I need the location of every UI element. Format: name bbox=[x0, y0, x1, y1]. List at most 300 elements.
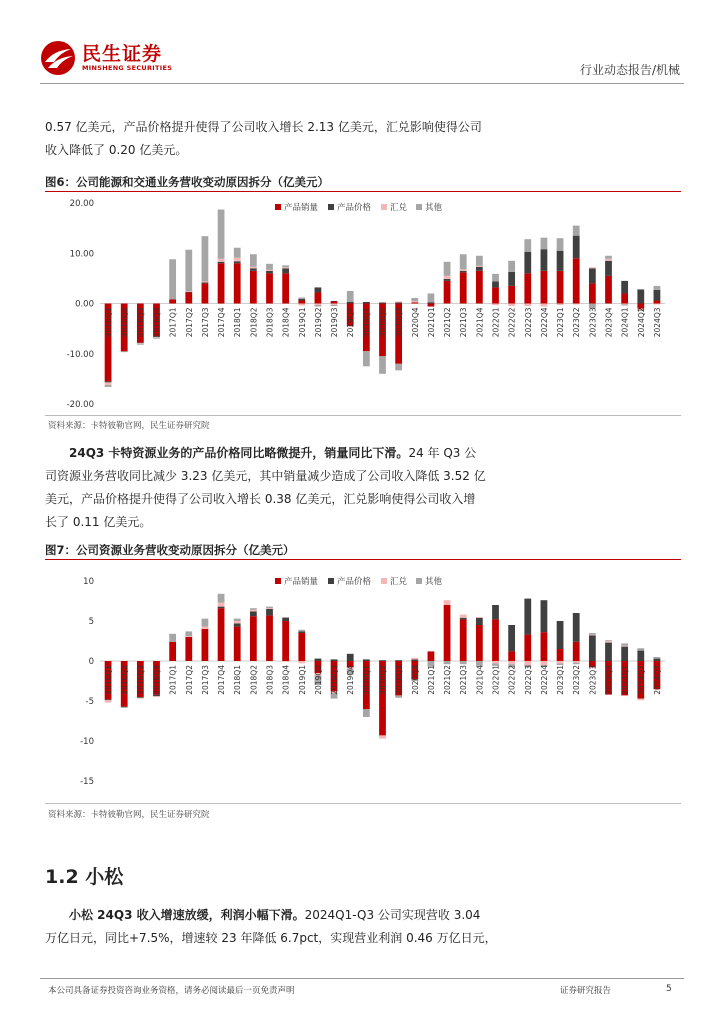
bar-segment bbox=[250, 271, 257, 304]
x-tick-label: 2024Q1 bbox=[620, 665, 630, 695]
bar-segment bbox=[105, 700, 112, 702]
footer-report-label: 证券研究报告 bbox=[560, 986, 612, 996]
bar-segment bbox=[137, 698, 144, 699]
bar-segment bbox=[460, 619, 467, 661]
bar-segment bbox=[202, 282, 209, 283]
bar-segment bbox=[621, 304, 628, 305]
bar-segment bbox=[379, 735, 386, 738]
bar-segment bbox=[121, 707, 128, 708]
x-tick-label: 2021Q4 bbox=[475, 665, 485, 695]
bar-segment bbox=[476, 256, 483, 266]
legend bbox=[275, 202, 443, 213]
figure-6-chart bbox=[45, 193, 681, 415]
paragraph-line: 收入降低了 0.20 亿美元。 bbox=[45, 143, 188, 157]
logo-text bbox=[82, 44, 172, 72]
bar-segment bbox=[379, 302, 386, 303]
bar-segment bbox=[169, 259, 176, 299]
bar-segment bbox=[347, 654, 354, 661]
bar-segment bbox=[605, 276, 612, 304]
bar-segment bbox=[218, 210, 225, 259]
x-tick-label: 2018Q4 bbox=[281, 307, 291, 338]
bar-segment bbox=[266, 608, 273, 609]
bar-segment bbox=[411, 659, 418, 661]
bar-segment bbox=[411, 301, 418, 303]
footer-divider bbox=[40, 978, 684, 979]
x-tick-label: 2016Q2 bbox=[120, 665, 130, 695]
bar-segment bbox=[282, 661, 289, 662]
bar-segment bbox=[637, 651, 644, 661]
legend-label: 产品价格 bbox=[337, 577, 372, 587]
paragraph-line: 长了 0.11 亿美元。 bbox=[45, 515, 152, 529]
bar-segment bbox=[218, 603, 225, 607]
bar-segment bbox=[589, 633, 596, 635]
bar-segment bbox=[492, 287, 499, 303]
bar-segment bbox=[411, 658, 418, 660]
x-tick-label: 2022Q1 bbox=[491, 307, 501, 338]
x-tick-label: 2022Q3 bbox=[523, 665, 533, 695]
paragraph-line bbox=[45, 904, 681, 927]
bar-segment bbox=[282, 265, 289, 267]
legend-label: 汇兑 bbox=[390, 203, 408, 213]
bar-segment bbox=[331, 301, 338, 302]
bar-segment bbox=[541, 271, 548, 304]
x-tick-label: 2021Q1 bbox=[426, 307, 436, 338]
bar-segment bbox=[234, 627, 241, 661]
x-tick-label: 2019Q4 bbox=[346, 665, 356, 695]
bar-segment bbox=[605, 641, 612, 643]
bar-segment bbox=[621, 646, 628, 647]
bar-segment bbox=[541, 661, 548, 665]
x-tick-label: 2022Q2 bbox=[507, 307, 517, 338]
x-tick-label: 2020Q4 bbox=[410, 665, 420, 695]
bar-segment bbox=[185, 250, 192, 292]
bar-segment bbox=[218, 608, 225, 661]
bar-segment bbox=[476, 267, 483, 271]
x-tick-label: 2018Q2 bbox=[249, 665, 259, 695]
bar-segment bbox=[331, 304, 338, 306]
bar-segment bbox=[654, 657, 661, 659]
bar-segment bbox=[476, 266, 483, 267]
bar-segment bbox=[266, 273, 273, 303]
legend-swatch bbox=[328, 204, 334, 210]
bar-segment bbox=[557, 251, 564, 271]
bar-segment bbox=[428, 304, 435, 307]
bar-segment bbox=[621, 643, 628, 645]
figure-6-source: 资料来源：卡特彼勒官网，民生证券研究院 bbox=[48, 421, 210, 431]
x-tick-label: 2019Q2 bbox=[313, 307, 323, 338]
bar-segment bbox=[234, 258, 241, 262]
bar-segment bbox=[573, 258, 580, 303]
bar-segment bbox=[557, 271, 564, 304]
legend-swatch bbox=[381, 204, 387, 210]
bar-segment bbox=[185, 291, 192, 292]
x-tick-label: 2018Q1 bbox=[233, 665, 243, 695]
legend-swatch bbox=[275, 204, 281, 210]
paragraph-line: 万亿日元，同比+7.5%，增速较 23 年降低 6.7pct，实现营业利润 0.46 万亿日元， bbox=[45, 931, 497, 945]
figure-6-svg bbox=[45, 193, 681, 415]
bar-segment bbox=[524, 252, 531, 274]
bar-segment bbox=[379, 660, 386, 661]
figure-7-bottom-rule bbox=[45, 803, 681, 804]
bar-segment bbox=[460, 271, 467, 273]
bar-segment bbox=[137, 697, 144, 698]
bar-segment bbox=[589, 635, 596, 661]
bar-segment bbox=[234, 263, 241, 303]
bar-segment bbox=[460, 269, 467, 271]
paragraph-1 bbox=[45, 116, 681, 162]
y-tick-label: -20.00 bbox=[66, 400, 94, 410]
bar-segment bbox=[557, 238, 564, 251]
x-tick-label: 2022Q4 bbox=[539, 307, 549, 338]
bar-segment bbox=[395, 660, 402, 661]
x-tick-label: 2016Q1 bbox=[104, 665, 114, 695]
y-tick-label: -5 bbox=[85, 697, 94, 707]
x-tick-label: 2016Q4 bbox=[152, 665, 162, 695]
bar-segment bbox=[234, 248, 241, 258]
bar-segment bbox=[444, 281, 451, 304]
bar-segment bbox=[202, 627, 209, 629]
bar-segment bbox=[492, 304, 499, 306]
bar-segment bbox=[637, 289, 644, 303]
bar-segment bbox=[654, 290, 661, 301]
bar-segment bbox=[250, 268, 257, 271]
bar-segment bbox=[460, 254, 467, 269]
header-logo bbox=[40, 40, 172, 76]
x-tick-label: 2024Q3 bbox=[652, 307, 662, 338]
bar-segment bbox=[573, 642, 580, 661]
y-tick-label: 0.00 bbox=[75, 299, 94, 310]
bar-segment bbox=[282, 621, 289, 661]
x-tick-label: 2024Q1 bbox=[620, 307, 630, 338]
x-tick-label: 2020Q1 bbox=[362, 665, 372, 695]
bar-segment bbox=[492, 274, 499, 282]
x-tick-label: 2021Q3 bbox=[459, 307, 469, 338]
bar-segment bbox=[250, 616, 257, 661]
bar-segment bbox=[573, 661, 580, 663]
bar-segment bbox=[298, 633, 305, 661]
bar-segment bbox=[218, 263, 225, 303]
bar-segment bbox=[573, 226, 580, 236]
bar-segment bbox=[202, 629, 209, 661]
bar-segment bbox=[185, 292, 192, 303]
bar-segment bbox=[444, 276, 451, 279]
bar-segment bbox=[508, 304, 515, 307]
bar-segment bbox=[524, 239, 531, 252]
minsheng-logo-icon bbox=[40, 40, 76, 76]
bar-segment bbox=[476, 617, 483, 618]
x-tick-label: 2022Q2 bbox=[507, 665, 517, 695]
x-tick-label: 2024Q2 bbox=[636, 665, 646, 695]
bar-segment bbox=[298, 299, 305, 301]
bar-segment bbox=[395, 364, 402, 371]
bar-segment bbox=[605, 643, 612, 661]
bar-segment bbox=[105, 382, 112, 385]
bar-segment bbox=[395, 695, 402, 697]
figure-6-title-rule bbox=[45, 191, 681, 192]
bar-segment bbox=[492, 281, 499, 287]
bar-segment bbox=[444, 279, 451, 281]
bar-segment bbox=[331, 301, 338, 303]
bar-segment bbox=[331, 305, 338, 306]
bar-segment bbox=[379, 356, 386, 374]
bar-segment bbox=[492, 619, 499, 661]
figure-6-bottom-rule bbox=[45, 415, 681, 416]
bar-segment bbox=[363, 659, 370, 661]
logo-english-name: MINSHENG SECURITIES bbox=[82, 64, 173, 72]
bar-segment bbox=[218, 262, 225, 264]
legend-swatch bbox=[416, 578, 422, 584]
bar-segment bbox=[266, 271, 273, 274]
bar-segment bbox=[557, 663, 564, 665]
bar-segment bbox=[637, 699, 644, 701]
paragraph-line: 美元，产品价格提升使得了公司收入增长 0.38 亿美元，汇兑影响使得公司收入增 bbox=[45, 492, 476, 506]
x-tick-label: 2016Q3 bbox=[136, 665, 146, 695]
paragraph-3 bbox=[45, 904, 681, 950]
bar-segment bbox=[395, 301, 402, 302]
bar-segment bbox=[476, 271, 483, 304]
bar-segment bbox=[395, 302, 402, 303]
bar-segment bbox=[315, 659, 322, 661]
y-tick-label: 5 bbox=[88, 617, 94, 627]
x-tick-label: 2020Q3 bbox=[394, 665, 404, 695]
bar-segment bbox=[234, 261, 241, 263]
bar-segment bbox=[315, 287, 322, 292]
bar-segment bbox=[218, 594, 225, 603]
x-tick-label: 2024Q3 bbox=[652, 665, 662, 695]
bar-segment bbox=[411, 298, 418, 301]
bar-segment bbox=[202, 283, 209, 303]
bar-segment bbox=[637, 648, 644, 650]
bar-segment bbox=[298, 630, 305, 632]
x-tick-label: 2023Q2 bbox=[572, 665, 582, 695]
paragraph-line-rest: 2024Q1-Q3 公司实现营收 3.04 bbox=[304, 908, 481, 922]
bar-segment bbox=[573, 236, 580, 259]
bar-segment bbox=[105, 385, 112, 387]
bar-segment bbox=[621, 305, 628, 306]
bar-segment bbox=[218, 607, 225, 609]
bar-segment bbox=[557, 661, 564, 663]
bar-segment bbox=[524, 599, 531, 635]
x-tick-label: 2017Q3 bbox=[200, 307, 210, 338]
figure-7-svg bbox=[45, 562, 681, 802]
bar-segment bbox=[541, 238, 548, 250]
bar-segment bbox=[621, 293, 628, 303]
x-tick-label: 2022Q1 bbox=[491, 665, 501, 695]
bar-segment bbox=[137, 343, 144, 344]
bar-segment bbox=[266, 607, 273, 609]
legend-label: 产品销量 bbox=[284, 577, 319, 587]
legend-label: 其他 bbox=[425, 577, 443, 587]
figure-7-title-rule bbox=[45, 559, 681, 560]
bar-segment bbox=[347, 291, 354, 302]
bar-segment bbox=[266, 609, 273, 615]
bar-segment bbox=[460, 272, 467, 303]
bar-segment bbox=[573, 613, 580, 642]
figure-7-chart bbox=[45, 562, 681, 802]
figure-7-title: 图7：公司资源业务营收变动原因拆分（亿美元） bbox=[45, 543, 295, 557]
bar-segment bbox=[654, 304, 661, 305]
bar-segment bbox=[169, 634, 176, 642]
bar-segment bbox=[282, 618, 289, 621]
bar-segment bbox=[508, 286, 515, 304]
x-tick-label: 2017Q2 bbox=[184, 307, 194, 338]
bar-segment bbox=[589, 283, 596, 303]
x-tick-label: 2020Q3 bbox=[394, 307, 404, 338]
bar-segment bbox=[654, 300, 661, 303]
bar-segment bbox=[460, 615, 467, 618]
x-tick-label: 2017Q4 bbox=[217, 665, 227, 695]
report-type: 行业动态报告/机械 bbox=[579, 63, 680, 77]
bar-segment bbox=[621, 281, 628, 294]
bar-segment bbox=[363, 302, 370, 304]
bar-segment bbox=[298, 631, 305, 633]
bar-segment bbox=[411, 302, 418, 303]
x-tick-label: 2020Q2 bbox=[378, 665, 388, 695]
bar-segment bbox=[363, 709, 370, 717]
bar-segment bbox=[444, 605, 451, 661]
bar-segment bbox=[605, 259, 612, 261]
bar-segment bbox=[654, 286, 661, 290]
x-tick-label: 2018Q3 bbox=[265, 665, 275, 695]
bar-segment bbox=[541, 304, 548, 307]
x-tick-label: 2019Q2 bbox=[313, 665, 323, 695]
bar-segment bbox=[137, 343, 144, 344]
bar-segment bbox=[508, 661, 515, 664]
bar-segment bbox=[315, 292, 322, 303]
bar-segment bbox=[428, 651, 435, 661]
bar-segment bbox=[121, 352, 128, 353]
bar-segment bbox=[492, 605, 499, 619]
x-tick-label: 2018Q1 bbox=[233, 307, 243, 338]
bar-segment bbox=[573, 304, 580, 305]
x-tick-label: 2024Q2 bbox=[636, 307, 646, 338]
bar-segment bbox=[589, 267, 596, 268]
bar-segment bbox=[508, 272, 515, 286]
bar-segment bbox=[153, 696, 160, 697]
x-tick-label: 2021Q3 bbox=[459, 665, 469, 695]
bar-segment bbox=[508, 651, 515, 661]
x-tick-label: 2021Q2 bbox=[443, 665, 453, 695]
bar-segment bbox=[605, 256, 612, 259]
bar-segment bbox=[185, 637, 192, 661]
bar-segment bbox=[654, 659, 661, 661]
bar-segment bbox=[508, 261, 515, 272]
x-tick-label: 2022Q4 bbox=[539, 665, 549, 695]
bar-segment bbox=[476, 618, 483, 625]
x-tick-label: 2023Q4 bbox=[604, 307, 614, 338]
bar-segment bbox=[250, 608, 257, 610]
bar-segment bbox=[315, 304, 322, 306]
bar-segment bbox=[298, 300, 305, 303]
bar-segment bbox=[298, 661, 305, 663]
legend-swatch bbox=[275, 578, 281, 584]
bar-segment bbox=[137, 344, 144, 345]
x-tick-label: 2016Q2 bbox=[120, 307, 130, 338]
bar-segment bbox=[524, 635, 531, 661]
bar-segment bbox=[557, 304, 564, 306]
bar-segment bbox=[169, 299, 176, 303]
x-tick-label: 2018Q3 bbox=[265, 307, 275, 338]
bar-segment bbox=[573, 663, 580, 665]
x-tick-label: 2020Q4 bbox=[410, 307, 420, 338]
x-tick-label: 2016Q1 bbox=[104, 307, 114, 338]
x-tick-label: 2017Q2 bbox=[184, 665, 194, 695]
bar-segment bbox=[121, 351, 128, 352]
bar-segment bbox=[266, 615, 273, 661]
bar-segment bbox=[298, 297, 305, 299]
bar-segment bbox=[298, 304, 305, 306]
legend-swatch bbox=[381, 578, 387, 584]
bar-segment bbox=[428, 293, 435, 302]
legend-swatch bbox=[416, 204, 422, 210]
x-tick-label: 2019Q3 bbox=[330, 307, 340, 338]
bar-segment bbox=[282, 617, 289, 618]
x-tick-label: 2017Q1 bbox=[168, 307, 178, 338]
x-tick-label: 2021Q4 bbox=[475, 307, 485, 338]
header-divider bbox=[40, 83, 684, 84]
paragraph-line bbox=[45, 442, 681, 465]
bar-segment bbox=[282, 267, 289, 268]
bar-segment bbox=[266, 264, 273, 270]
bar-segment bbox=[363, 351, 370, 366]
bar-segment bbox=[508, 625, 515, 651]
bar-segment bbox=[218, 259, 225, 262]
bar-segment bbox=[444, 262, 451, 276]
x-tick-label: 2019Q1 bbox=[297, 307, 307, 338]
legend-label: 汇兑 bbox=[390, 577, 408, 587]
bar-segment bbox=[250, 267, 257, 269]
legend-label: 产品价格 bbox=[337, 203, 372, 213]
bar-segment bbox=[444, 661, 451, 664]
x-tick-label: 2020Q2 bbox=[378, 307, 388, 338]
footer-disclaimer: 本公司具备证券投资咨询业务资格，请务必阅读最后一页免责声明 bbox=[48, 986, 295, 996]
x-tick-label: 2023Q3 bbox=[588, 307, 598, 338]
bar-segment bbox=[605, 261, 612, 276]
y-tick-label: -15 bbox=[80, 777, 94, 787]
x-tick-label: 2021Q2 bbox=[443, 307, 453, 338]
bar-segment bbox=[234, 619, 241, 621]
bar-segment bbox=[169, 642, 176, 661]
bar-segment bbox=[234, 623, 241, 626]
bar-segment bbox=[250, 610, 257, 612]
x-tick-label: 2016Q4 bbox=[152, 307, 162, 338]
x-tick-label: 2019Q1 bbox=[297, 665, 307, 695]
bar-segment bbox=[250, 611, 257, 616]
x-tick-label: 2016Q3 bbox=[136, 307, 146, 338]
bar-segment bbox=[460, 661, 467, 664]
x-tick-label: 2023Q3 bbox=[588, 665, 598, 695]
bar-segment bbox=[202, 281, 209, 282]
bar-segment bbox=[589, 268, 596, 283]
x-tick-label: 2018Q4 bbox=[281, 665, 291, 695]
bar-segment bbox=[621, 647, 628, 661]
bar-segment bbox=[476, 625, 483, 661]
x-tick-label: 2021Q1 bbox=[426, 665, 436, 695]
x-tick-label: 2019Q3 bbox=[330, 665, 340, 695]
bar-segment bbox=[250, 254, 257, 267]
bar-segment bbox=[105, 381, 112, 382]
y-tick-label: 0 bbox=[88, 657, 94, 667]
y-tick-label: 20.00 bbox=[69, 199, 94, 209]
paragraph-2 bbox=[45, 442, 681, 534]
bar-segment bbox=[428, 302, 435, 303]
x-tick-label: 2023Q1 bbox=[556, 665, 566, 695]
bar-segment bbox=[524, 661, 531, 665]
bar-segment bbox=[315, 305, 322, 307]
bar-segment bbox=[202, 236, 209, 281]
bar-segment bbox=[589, 635, 596, 636]
page-number: 5 bbox=[666, 984, 672, 994]
